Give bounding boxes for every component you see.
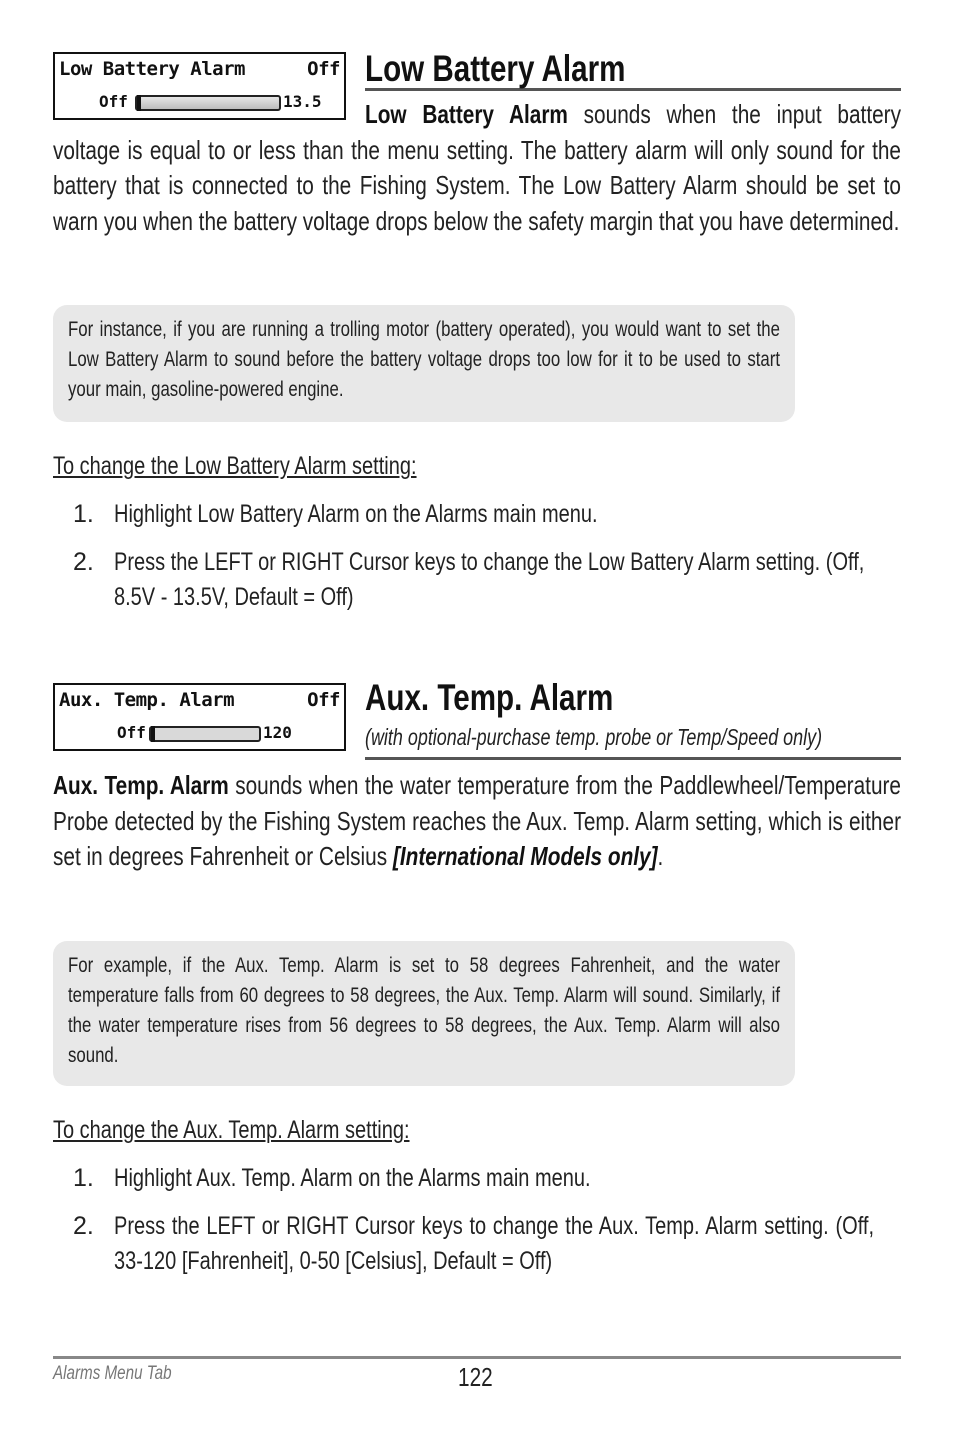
- slider-max-label: 13.5: [283, 92, 322, 111]
- step-number: 2.: [73, 1212, 94, 1240]
- step-text: Press the LEFT or RIGHT Cursor keys to change the Aux. Temp. Alarm setting. (Off, 33-120 [Fahrenheit], 0-50 [Celsius], Default = Off): [114, 1212, 874, 1275]
- lead-bold-term: Aux. Temp. Alarm: [53, 770, 229, 800]
- lead-end: .: [657, 841, 664, 871]
- heading-text: Aux. Temp. Alarm: [365, 677, 614, 718]
- value-slider: [149, 726, 261, 742]
- note-text: For instance, if you are running a trolling motor (battery operated), you would want to set the Low Battery Alarm to sound before the battery voltage drops too low for it to be used to start your main, gasoline-powered engine.: [68, 318, 780, 401]
- slider-max-label: 120: [263, 723, 292, 742]
- heading-subtitle: (with optional-purchase temp. probe or Temp/Speed only): [365, 724, 823, 750]
- instructions-title: To change the Low Battery Alarm setting:: [53, 452, 417, 480]
- menu-label: Aux. Temp. Alarm: [59, 689, 235, 711]
- note-text: For example, if the Aux. Temp. Alarm is set to 58 degrees Fahrenheit, and the water temperature falls from 60 degrees to 58 degrees, the Aux. Temp. Alarm will sound. Similarly, if the water temperature rises from 56 degrees to 58 degrees, the Aux. Temp. Alarm will also sound.: [68, 954, 780, 1067]
- lead-text: sounds when the water temperature from the Paddlewheel/Temperature Probe detected by the Fishing System reaches the Aux. Temp. Alarm setting, which is either set in degrees Fahrenheit or Celsius: [53, 770, 902, 871]
- page-number: 122: [458, 1362, 493, 1392]
- menu-value: Off: [307, 689, 340, 711]
- aux-temp-description: [53, 768, 901, 875]
- slider-min-label: Off: [117, 723, 146, 742]
- low-battery-description: [53, 97, 901, 239]
- footer-section-title: Alarms Menu Tab: [53, 1363, 172, 1384]
- step-text: Press the LEFT or RIGHT Cursor keys to change the Low Battery Alarm setting. (Off, 8.5V - 13.5V, Default = Off): [114, 548, 865, 611]
- step-number: 2.: [73, 548, 94, 576]
- menu-label: Low Battery Alarm: [59, 58, 245, 80]
- lead-text: sounds when the input battery voltage is equal to or less than the menu setting. The battery alarm will only sound for the battery that is connected to the Fishing System. The Low Battery Alarm should be set to warn you when the battery voltage drops below the safety margin that you have determined.: [53, 99, 902, 236]
- section-heading: [365, 48, 901, 91]
- lead-italic-note: [International Models only]: [392, 841, 658, 871]
- lead-bold-term: Low Battery Alarm: [365, 99, 568, 129]
- step-number: 1.: [73, 1164, 94, 1192]
- slider-min-label: Off: [99, 92, 128, 111]
- section-heading: [365, 677, 901, 760]
- menu-value: Off: [307, 58, 340, 80]
- step-text: Highlight Aux. Temp. Alarm on the Alarms main menu.: [114, 1164, 591, 1192]
- footer-divider: [53, 1356, 901, 1359]
- low-battery-example-note: [53, 305, 795, 422]
- slider-thumb: [151, 726, 155, 742]
- aux-temp-example-note: [53, 941, 795, 1086]
- step-text: Highlight Low Battery Alarm on the Alarms main menu.: [114, 500, 598, 528]
- instructions-title: To change the Aux. Temp. Alarm setting:: [53, 1116, 410, 1144]
- aux-temp-menu-screenshot: [53, 683, 346, 751]
- heading-text: Low Battery Alarm: [365, 48, 626, 89]
- step-number: 1.: [73, 500, 94, 528]
